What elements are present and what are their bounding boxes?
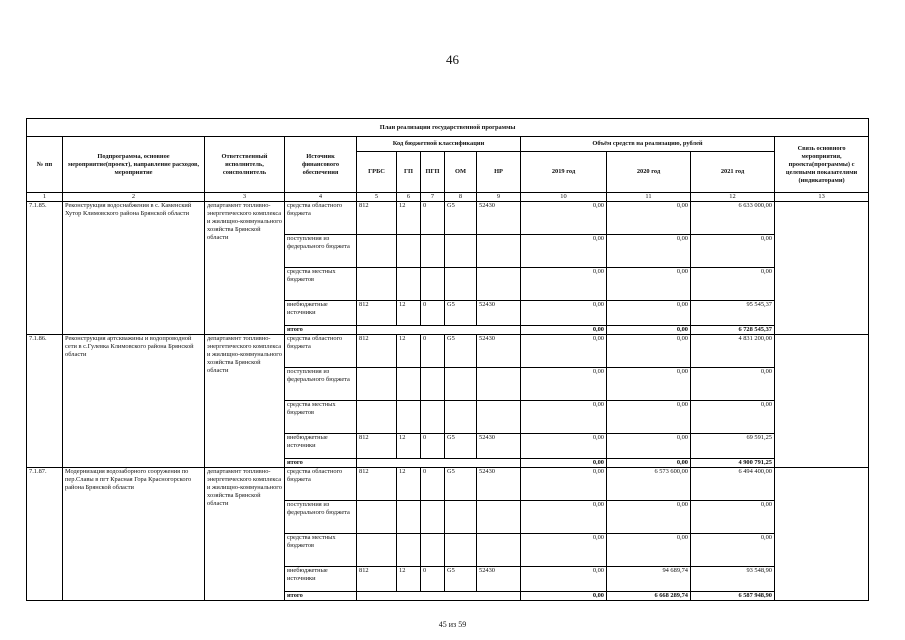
col-number: 7	[421, 193, 445, 202]
gp-cell: 12	[397, 567, 421, 592]
nr-cell	[477, 501, 521, 534]
col-number: 8	[445, 193, 477, 202]
nr-cell: 52430	[477, 567, 521, 592]
grbs-cell: 812	[357, 434, 397, 459]
grbs-cell: 812	[357, 468, 397, 501]
table-row	[27, 202, 869, 235]
col-number: 10	[521, 193, 607, 202]
header-om: ОМ	[445, 152, 477, 193]
table-row	[27, 468, 869, 501]
pgp-cell	[421, 368, 445, 401]
nr-cell: 52430	[477, 434, 521, 459]
executor-cell: департамент топливно-энергетического комплекса и жилищно-коммунального хозяйства Брянской области	[205, 468, 285, 601]
gp-cell	[397, 368, 421, 401]
col-number: 1	[27, 193, 63, 202]
value-2020: 0,00	[607, 368, 691, 401]
om-cell	[445, 268, 477, 301]
gp-cell: 12	[397, 434, 421, 459]
executor-cell: департамент топливно-энергетического комплекса и жилищно-коммунального хозяйства Брянской области	[205, 202, 285, 335]
value-2019: 0,00	[521, 501, 607, 534]
col-number: 4	[285, 193, 357, 202]
gp-cell: 12	[397, 335, 421, 368]
link-cell	[775, 202, 869, 335]
header-budget-code: Код бюджетной классификации	[357, 137, 521, 152]
nr-cell: 52430	[477, 301, 521, 326]
header-2019: 2019 год	[521, 152, 607, 193]
value-2020: 0,00	[607, 501, 691, 534]
total-2020: 0,00	[607, 326, 691, 335]
value-2019: 0,00	[521, 567, 607, 592]
col-number: 13	[775, 193, 869, 202]
value-2019: 0,00	[521, 335, 607, 368]
nr-cell	[477, 368, 521, 401]
pgp-cell	[421, 534, 445, 567]
grbs-cell	[357, 534, 397, 567]
value-2020: 0,00	[607, 534, 691, 567]
pgp-cell: 0	[421, 202, 445, 235]
source-cell: внебюджетные источники	[285, 434, 357, 459]
nr-cell: 52430	[477, 468, 521, 501]
value-2020: 0,00	[607, 335, 691, 368]
gp-cell: 12	[397, 301, 421, 326]
value-2021: 69 591,25	[691, 434, 775, 459]
source-cell: средства местных бюджетов	[285, 268, 357, 301]
col-number: 6	[397, 193, 421, 202]
value-2021: 0,00	[691, 534, 775, 567]
value-2021: 0,00	[691, 401, 775, 434]
total-label: итого	[285, 592, 357, 601]
value-2021: 6 494 400,00	[691, 468, 775, 501]
measure-name: Реконструкция артскважины и водопроводной сети в с.Гулевка Климовского района Брянской области	[63, 335, 205, 468]
value-2020: 0,00	[607, 202, 691, 235]
value-2021: 95 545,37	[691, 301, 775, 326]
source-cell: поступления из федерального бюджета	[285, 368, 357, 401]
source-cell: внебюджетные источники	[285, 567, 357, 592]
value-2020: 6 573 600,00	[607, 468, 691, 501]
page-number: 46	[446, 52, 459, 67]
grbs-cell: 812	[357, 301, 397, 326]
total-blank	[357, 592, 521, 601]
pgp-cell	[421, 235, 445, 268]
total-label: итого	[285, 459, 357, 468]
source-cell: средства местных бюджетов	[285, 534, 357, 567]
grbs-cell	[357, 268, 397, 301]
om-cell: G5	[445, 335, 477, 368]
value-2020: 0,00	[607, 235, 691, 268]
col-number: 12	[691, 193, 775, 202]
page-footer: 45 из 59	[438, 620, 467, 629]
total-2021: 6 728 545,37	[691, 326, 775, 335]
value-2020: 0,00	[607, 301, 691, 326]
col-number: 5	[357, 193, 397, 202]
om-cell	[445, 534, 477, 567]
header-grbs: ГРБС	[357, 152, 397, 193]
total-2020: 6 668 289,74	[607, 592, 691, 601]
total-2021: 4 900 791,25	[691, 459, 775, 468]
source-cell: средства областного бюджета	[285, 468, 357, 501]
total-blank	[357, 326, 521, 335]
col-number: 9	[477, 193, 521, 202]
gp-cell	[397, 268, 421, 301]
column-numbers-row	[27, 193, 869, 202]
gp-cell	[397, 235, 421, 268]
plan-table	[26, 118, 869, 601]
total-2019: 0,00	[521, 326, 607, 335]
nr-cell	[477, 534, 521, 567]
value-2019: 0,00	[521, 202, 607, 235]
header-link: Связь основного мероприятия, проекта(программы) с целевыми показателями (индикаторами)	[775, 137, 869, 193]
value-2020: 0,00	[607, 434, 691, 459]
value-2019: 0,00	[521, 368, 607, 401]
nr-cell	[477, 268, 521, 301]
gp-cell	[397, 501, 421, 534]
total-2019: 0,00	[521, 459, 607, 468]
nr-cell: 52430	[477, 202, 521, 235]
pgp-cell: 0	[421, 335, 445, 368]
gp-cell: 12	[397, 202, 421, 235]
header-source: Источник финансового обеспечения	[285, 137, 357, 193]
value-2019: 0,00	[521, 534, 607, 567]
measure-name: Реконструкция водоснабжения в с. Каменский Хутор Климовского района Брянской области	[63, 202, 205, 335]
grbs-cell: 812	[357, 335, 397, 368]
header-volume: Объём средств на реализацию, рублей	[521, 137, 775, 152]
value-2020: 0,00	[607, 268, 691, 301]
grbs-cell	[357, 368, 397, 401]
gp-cell: 12	[397, 468, 421, 501]
table-body	[27, 202, 869, 601]
nr-cell: 52430	[477, 335, 521, 368]
grbs-cell: 812	[357, 202, 397, 235]
row-number: 7.1.87.	[27, 468, 63, 601]
header-executor: Ответственный исполнитель, соисполнитель	[205, 137, 285, 193]
header-subprogram: Подпрограмма, основное мероприятие(проект), направление расходов, мероприятие	[63, 137, 205, 193]
total-2020: 0,00	[607, 459, 691, 468]
om-cell: G5	[445, 468, 477, 501]
pgp-cell	[421, 268, 445, 301]
col-number: 2	[63, 193, 205, 202]
header-2020: 2020 год	[607, 152, 691, 193]
value-2021: 4 831 200,00	[691, 335, 775, 368]
gp-cell	[397, 534, 421, 567]
header-pgp: ПГП	[421, 152, 445, 193]
executor-cell: департамент топливно-энергетического комплекса и жилищно-коммунального хозяйства Брянской области	[205, 335, 285, 468]
grbs-cell	[357, 501, 397, 534]
om-cell: G5	[445, 567, 477, 592]
om-cell	[445, 368, 477, 401]
om-cell	[445, 501, 477, 534]
table-row	[27, 335, 869, 368]
value-2021: 0,00	[691, 268, 775, 301]
gp-cell	[397, 401, 421, 434]
table-title: План реализации государственной программы	[27, 119, 869, 137]
link-cell	[775, 335, 869, 468]
value-2021: 0,00	[691, 501, 775, 534]
total-2019: 0,00	[521, 592, 607, 601]
source-cell: средства местных бюджетов	[285, 401, 357, 434]
pgp-cell: 0	[421, 567, 445, 592]
source-cell: поступления из федерального бюджета	[285, 501, 357, 534]
pgp-cell	[421, 501, 445, 534]
col-number: 11	[607, 193, 691, 202]
pgp-cell	[421, 401, 445, 434]
value-2019: 0,00	[521, 268, 607, 301]
value-2020: 94 689,74	[607, 567, 691, 592]
om-cell: G5	[445, 434, 477, 459]
value-2019: 0,00	[521, 468, 607, 501]
value-2019: 0,00	[521, 434, 607, 459]
value-2021: 6 633 000,00	[691, 202, 775, 235]
value-2019: 0,00	[521, 401, 607, 434]
value-2021: 0,00	[691, 235, 775, 268]
source-cell: внебюджетные источники	[285, 301, 357, 326]
om-cell	[445, 235, 477, 268]
nr-cell	[477, 235, 521, 268]
pgp-cell: 0	[421, 468, 445, 501]
value-2019: 0,00	[521, 235, 607, 268]
measure-name: Модернизация водозаборного сооружения по пер.Славы в пгт Красная Гора Красногорского района Брянской области	[63, 468, 205, 601]
value-2020: 0,00	[607, 401, 691, 434]
source-cell: поступления из федерального бюджета	[285, 235, 357, 268]
header-2021: 2021 год	[691, 152, 775, 193]
pgp-cell: 0	[421, 301, 445, 326]
om-cell: G5	[445, 301, 477, 326]
total-label: итого	[285, 326, 357, 335]
row-number: 7.1.85.	[27, 202, 63, 335]
header-nr: НР	[477, 152, 521, 193]
source-cell: средства областного бюджета	[285, 335, 357, 368]
value-2021: 0,00	[691, 368, 775, 401]
link-cell	[775, 468, 869, 601]
total-blank	[357, 459, 521, 468]
om-cell	[445, 401, 477, 434]
total-2021: 6 587 948,90	[691, 592, 775, 601]
value-2021: 93 548,90	[691, 567, 775, 592]
header-no: № пп	[27, 137, 63, 193]
col-number: 3	[205, 193, 285, 202]
pgp-cell: 0	[421, 434, 445, 459]
source-cell: средства областного бюджета	[285, 202, 357, 235]
nr-cell	[477, 401, 521, 434]
value-2019: 0,00	[521, 301, 607, 326]
grbs-cell	[357, 235, 397, 268]
om-cell: G5	[445, 202, 477, 235]
row-number: 7.1.86.	[27, 335, 63, 468]
grbs-cell	[357, 401, 397, 434]
grbs-cell: 812	[357, 567, 397, 592]
header-gp: ГП	[397, 152, 421, 193]
